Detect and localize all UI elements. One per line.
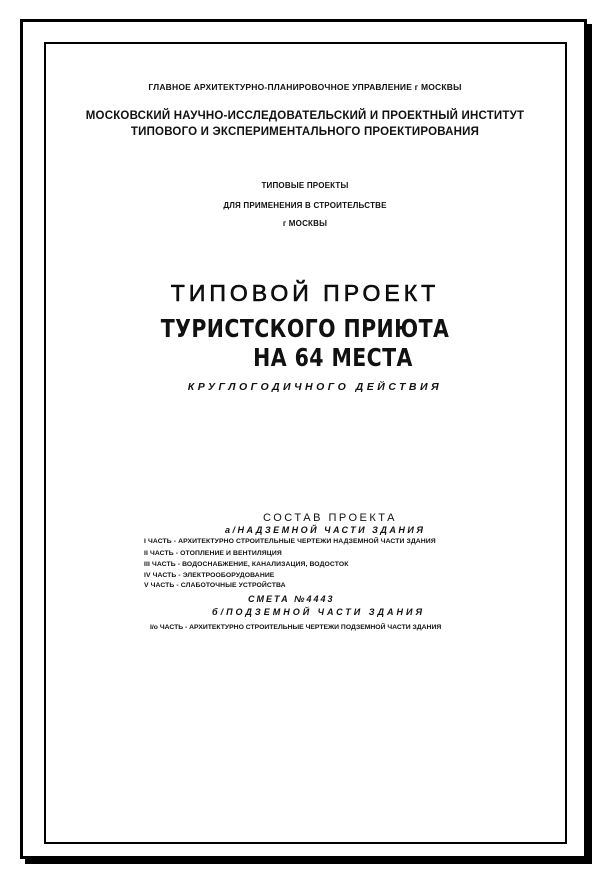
composition-part-underground: I/o ЧАСТЬ - АРХИТЕКТУРНО СТРОИТЕЛЬНЫЕ ЧЕРТЕЖИ ПОДЗЕМНОЙ ЧАСТИ ЗДАНИЯ [150,624,442,631]
composition-part: I ЧАСТЬ - АРХИТЕКТУРНО СТРОИТЕЛЬНЫЕ ЧЕРТЕЖИ НАДЗЕМНОЙ ЧАСТИ ЗДАНИЯ [144,538,436,545]
title-subtitle-1: ТУРИСТСКОГО ПРИЮТА [160,314,450,343]
typical-projects-line3: г МОСКВЫ [282,219,328,228]
document-title: ТИПОВОЙ ПРОЕКТ [170,280,440,306]
inner-frame [44,42,567,844]
composition-section-b: б/ПОДЗЕМНОЙ ЧАСТИ ЗДАНИЯ [212,607,426,617]
title-subtitle-3: КРУГЛОГОДИЧНОГО ДЕЙСТВИЯ [187,381,443,393]
estimate-number: СМЕТА №4443 [248,594,335,604]
title-subtitle-2: НА 64 МЕСТА [253,343,413,372]
composition-part: IV ЧАСТЬ - ЭЛЕКТРООБОРУДОВАНИЕ [144,572,275,579]
composition-part: V ЧАСТЬ - СЛАБОТОЧНЫЕ УСТРОЙСТВА [144,582,286,589]
composition-part: II ЧАСТЬ - ОТОПЛЕНИЕ И ВЕНТИЛЯЦИЯ [144,550,282,557]
institute-name-line2: ТИПОВОГО И ЭКСПЕРИМЕНТАЛЬНОГО ПРОЕКТИРОВАНИЯ [130,126,480,138]
composition-heading: СОСТАВ ПРОЕКТА [263,512,397,524]
typical-projects-line1: ТИПОВЫЕ ПРОЕКТЫ [261,181,349,190]
organization-header: ГЛАВНОЕ АРХИТЕКТУРНО-ПЛАНИРОВОЧНОЕ УПРАВЛЕНИЕ г МОСКВЫ [148,82,462,92]
institute-name-line1: МОСКОВСКИЙ НАУЧНО-ИССЛЕДОВАТЕЛЬСКИЙ И ПРОЕКТНЫЙ ИНСТИТУТ [85,110,525,122]
typical-projects-line2: ДЛЯ ПРИМЕНЕНИЯ В СТРОИТЕЛЬСТВЕ [223,201,387,210]
composition-section-a: а/НАДЗЕМНОЙ ЧАСТИ ЗДАНИЯ [225,525,426,535]
composition-part: III ЧАСТЬ - ВОДОСНАБЖЕНИЕ, КАНАЛИЗАЦИЯ, ВОДОСТОК [144,561,349,568]
